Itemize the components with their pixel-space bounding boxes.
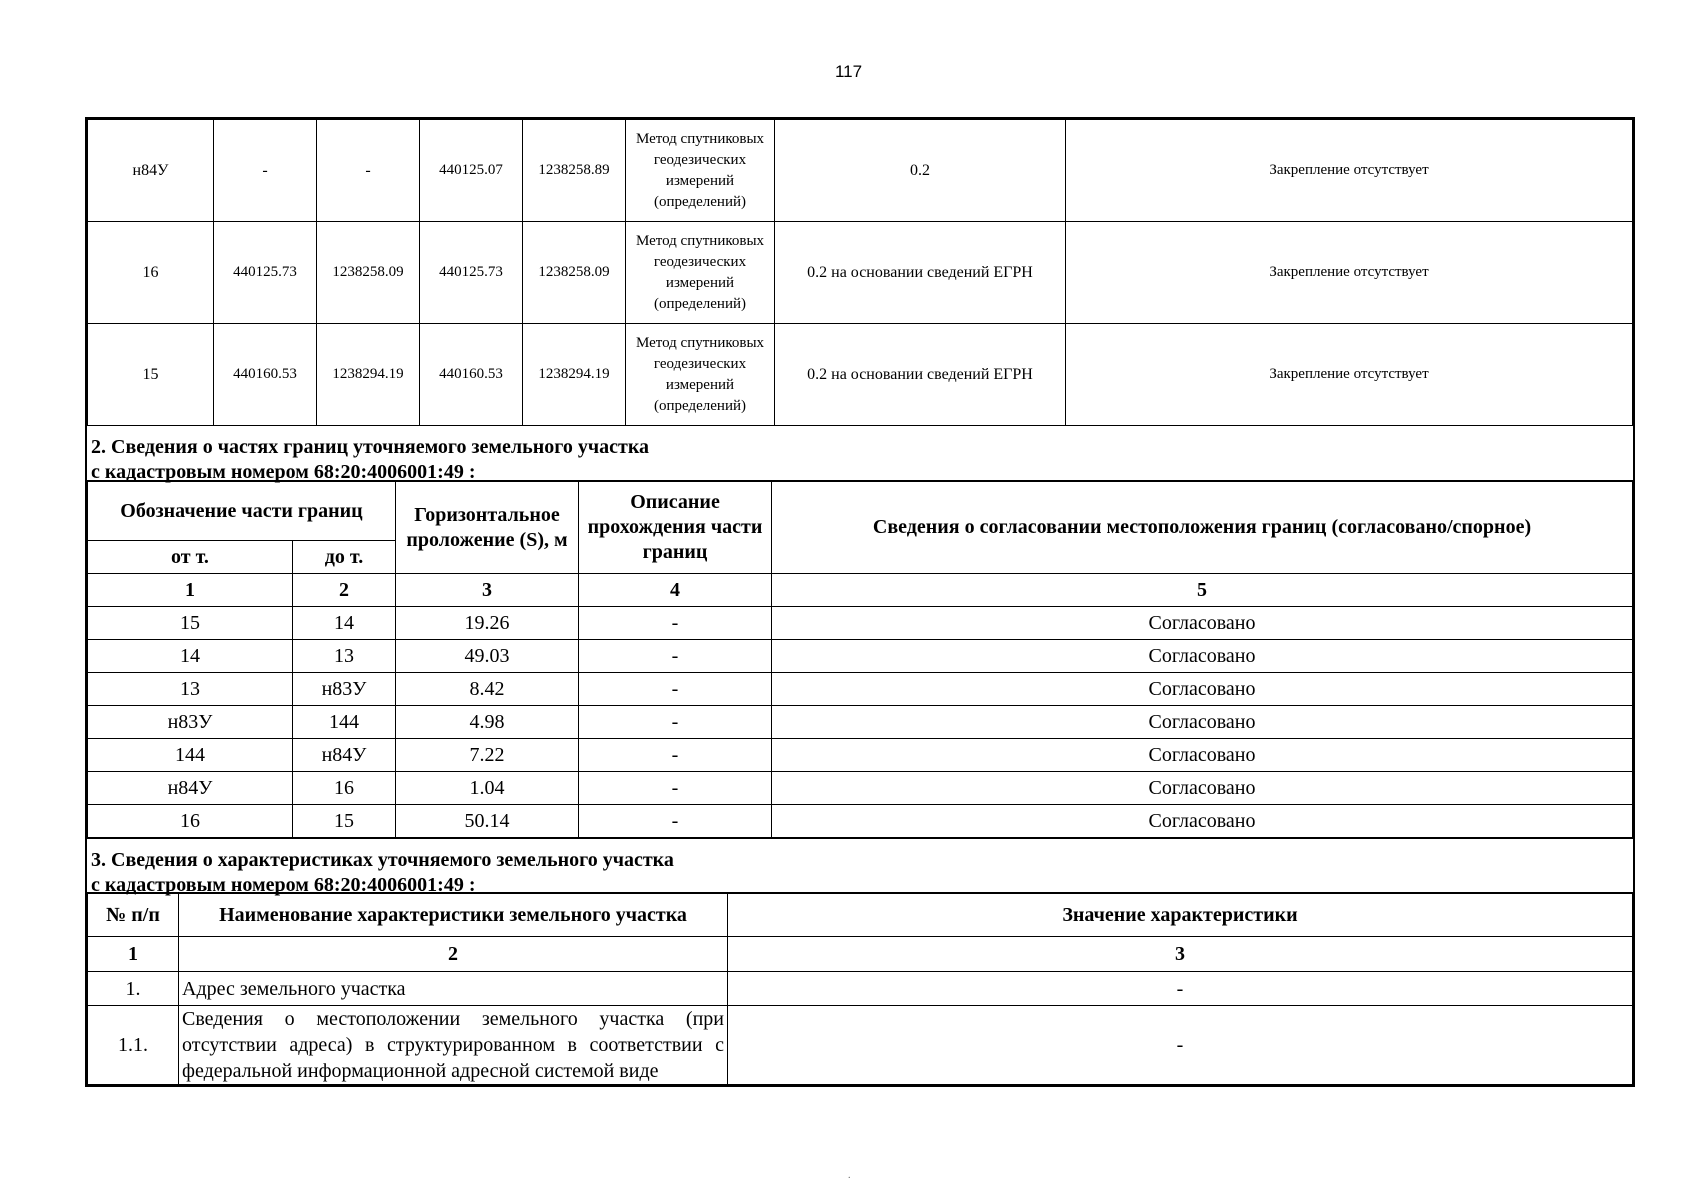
- table-row: [88, 640, 1633, 673]
- point-y-old: -: [317, 120, 420, 222]
- table-row: [88, 222, 1633, 324]
- header-to: до т.: [293, 541, 396, 574]
- point-fixation: Закрепление отсутствует: [1066, 324, 1633, 426]
- page-number: 117: [834, 62, 863, 81]
- header-num: № п/п: [88, 894, 179, 937]
- characteristic-name: Адрес земельного участка: [179, 972, 728, 1006]
- agreement-status: Согласовано: [772, 706, 1633, 739]
- from-point: 13: [88, 673, 293, 706]
- point-name: 16: [88, 222, 214, 324]
- column-number: 3: [728, 937, 1633, 972]
- description-value: -: [579, 772, 772, 805]
- characteristic-value: -: [728, 1006, 1633, 1085]
- characteristic-name: Сведения о местоположении земельного участка (при отсутствии адреса) в структурированном в соответствии с федеральной информационной адресной системой виде: [179, 1006, 728, 1085]
- point-accuracy: 0.2 на основании сведений ЕГРН: [775, 324, 1066, 426]
- characteristic-value: -: [728, 972, 1633, 1006]
- from-point: н84У: [88, 772, 293, 805]
- point-x-old: -: [214, 120, 317, 222]
- agreement-status: Согласовано: [772, 673, 1633, 706]
- point-x-old: 440125.73: [214, 222, 317, 324]
- point-x-new: 440125.73: [420, 222, 523, 324]
- to-point: 16: [293, 772, 396, 805]
- page-artifact-dot: .: [848, 1170, 851, 1181]
- column-number: 1: [88, 937, 179, 972]
- agreement-status: Согласовано: [772, 772, 1633, 805]
- from-point: 15: [88, 607, 293, 640]
- section-2-title-line1: 2. Сведения о частях границ уточняемого земельного участка: [91, 436, 650, 458]
- agreement-status: Согласовано: [772, 607, 1633, 640]
- agreement-status: Согласовано: [772, 739, 1633, 772]
- row-number: 1.1.: [88, 1006, 179, 1085]
- from-point: 16: [88, 805, 293, 838]
- section-3-title-line1: 3. Сведения о характеристиках уточняемого земельного участка: [91, 849, 674, 871]
- point-y-new: 1238258.89: [523, 120, 626, 222]
- length-value: 1.04: [396, 772, 579, 805]
- table-row: [88, 706, 1633, 739]
- point-method: Метод спутниковых геодезических измерений (определений): [626, 324, 775, 426]
- point-method: Метод спутниковых геодезических измерений (определений): [626, 120, 775, 222]
- section-3-title-line2: с кадастровым номером 68:20:4006001:49 :: [91, 874, 476, 896]
- column-number: 2: [293, 574, 396, 607]
- column-number: 4: [579, 574, 772, 607]
- table-row: [88, 772, 1633, 805]
- point-x-new: 440125.07: [420, 120, 523, 222]
- header-description: Описание прохождения части границ: [579, 482, 772, 574]
- point-x-old: 440160.53: [214, 324, 317, 426]
- length-value: 4.98: [396, 706, 579, 739]
- point-y-old: 1238294.19: [317, 324, 420, 426]
- header-name: Наименование характеристики земельного участка: [179, 894, 728, 937]
- point-x-new: 440160.53: [420, 324, 523, 426]
- section-2-title-line2: с кадастровым номером 68:20:4006001:49 :: [91, 461, 476, 483]
- length-value: 49.03: [396, 640, 579, 673]
- to-point: н84У: [293, 739, 396, 772]
- table-row: [88, 324, 1633, 426]
- table-row: [88, 805, 1633, 838]
- length-value: 50.14: [396, 805, 579, 838]
- table-row: [88, 673, 1633, 706]
- agreement-status: Согласовано: [772, 805, 1633, 838]
- description-value: -: [579, 739, 772, 772]
- point-y-new: 1238258.09: [523, 222, 626, 324]
- from-point: 144: [88, 739, 293, 772]
- description-value: -: [579, 607, 772, 640]
- description-value: -: [579, 805, 772, 838]
- column-number: 5: [772, 574, 1633, 607]
- to-point: 144: [293, 706, 396, 739]
- header-from: от т.: [88, 541, 293, 574]
- from-point: 14: [88, 640, 293, 673]
- point-method: Метод спутниковых геодезических измерений (определений): [626, 222, 775, 324]
- point-accuracy: 0.2 на основании сведений ЕГРН: [775, 222, 1066, 324]
- point-name: н84У: [88, 120, 214, 222]
- column-number: 3: [396, 574, 579, 607]
- description-value: -: [579, 640, 772, 673]
- point-fixation: Закрепление отсутствует: [1066, 222, 1633, 324]
- table-row: [88, 120, 1633, 222]
- header-length: Горизонтальное проложение (S), м: [396, 482, 579, 574]
- point-y-new: 1238294.19: [523, 324, 626, 426]
- column-number: 2: [179, 937, 728, 972]
- characteristics-table: [87, 893, 1633, 1085]
- column-numbers-row: [88, 937, 1633, 972]
- table-row: [88, 607, 1633, 640]
- boundary-parts-table: [87, 481, 1633, 838]
- table-row: [88, 1006, 1633, 1085]
- column-numbers-row: [88, 574, 1633, 607]
- table-row: [88, 972, 1633, 1006]
- point-name: 15: [88, 324, 214, 426]
- header-designation: Обозначение части границ: [88, 482, 396, 541]
- agreement-status: Согласовано: [772, 640, 1633, 673]
- to-point: 15: [293, 805, 396, 838]
- from-point: н83У: [88, 706, 293, 739]
- length-value: 7.22: [396, 739, 579, 772]
- points-table: [87, 119, 1633, 426]
- point-fixation: Закрепление отсутствует: [1066, 120, 1633, 222]
- row-number: 1.: [88, 972, 179, 1006]
- section-3-title: [87, 838, 1633, 896]
- header-agreement: Сведения о согласовании местоположения границ (согласовано/спорное): [772, 482, 1633, 574]
- point-y-old: 1238258.09: [317, 222, 420, 324]
- to-point: н83У: [293, 673, 396, 706]
- column-number: 1: [88, 574, 293, 607]
- to-point: 14: [293, 607, 396, 640]
- to-point: 13: [293, 640, 396, 673]
- header-value: Значение характеристики: [728, 894, 1633, 937]
- length-value: 19.26: [396, 607, 579, 640]
- point-accuracy: 0.2: [775, 120, 1066, 222]
- description-value: -: [579, 673, 772, 706]
- document-sheet: [85, 117, 1635, 1087]
- length-value: 8.42: [396, 673, 579, 706]
- description-value: -: [579, 706, 772, 739]
- section-2-title: [87, 426, 1633, 481]
- table-row: [88, 739, 1633, 772]
